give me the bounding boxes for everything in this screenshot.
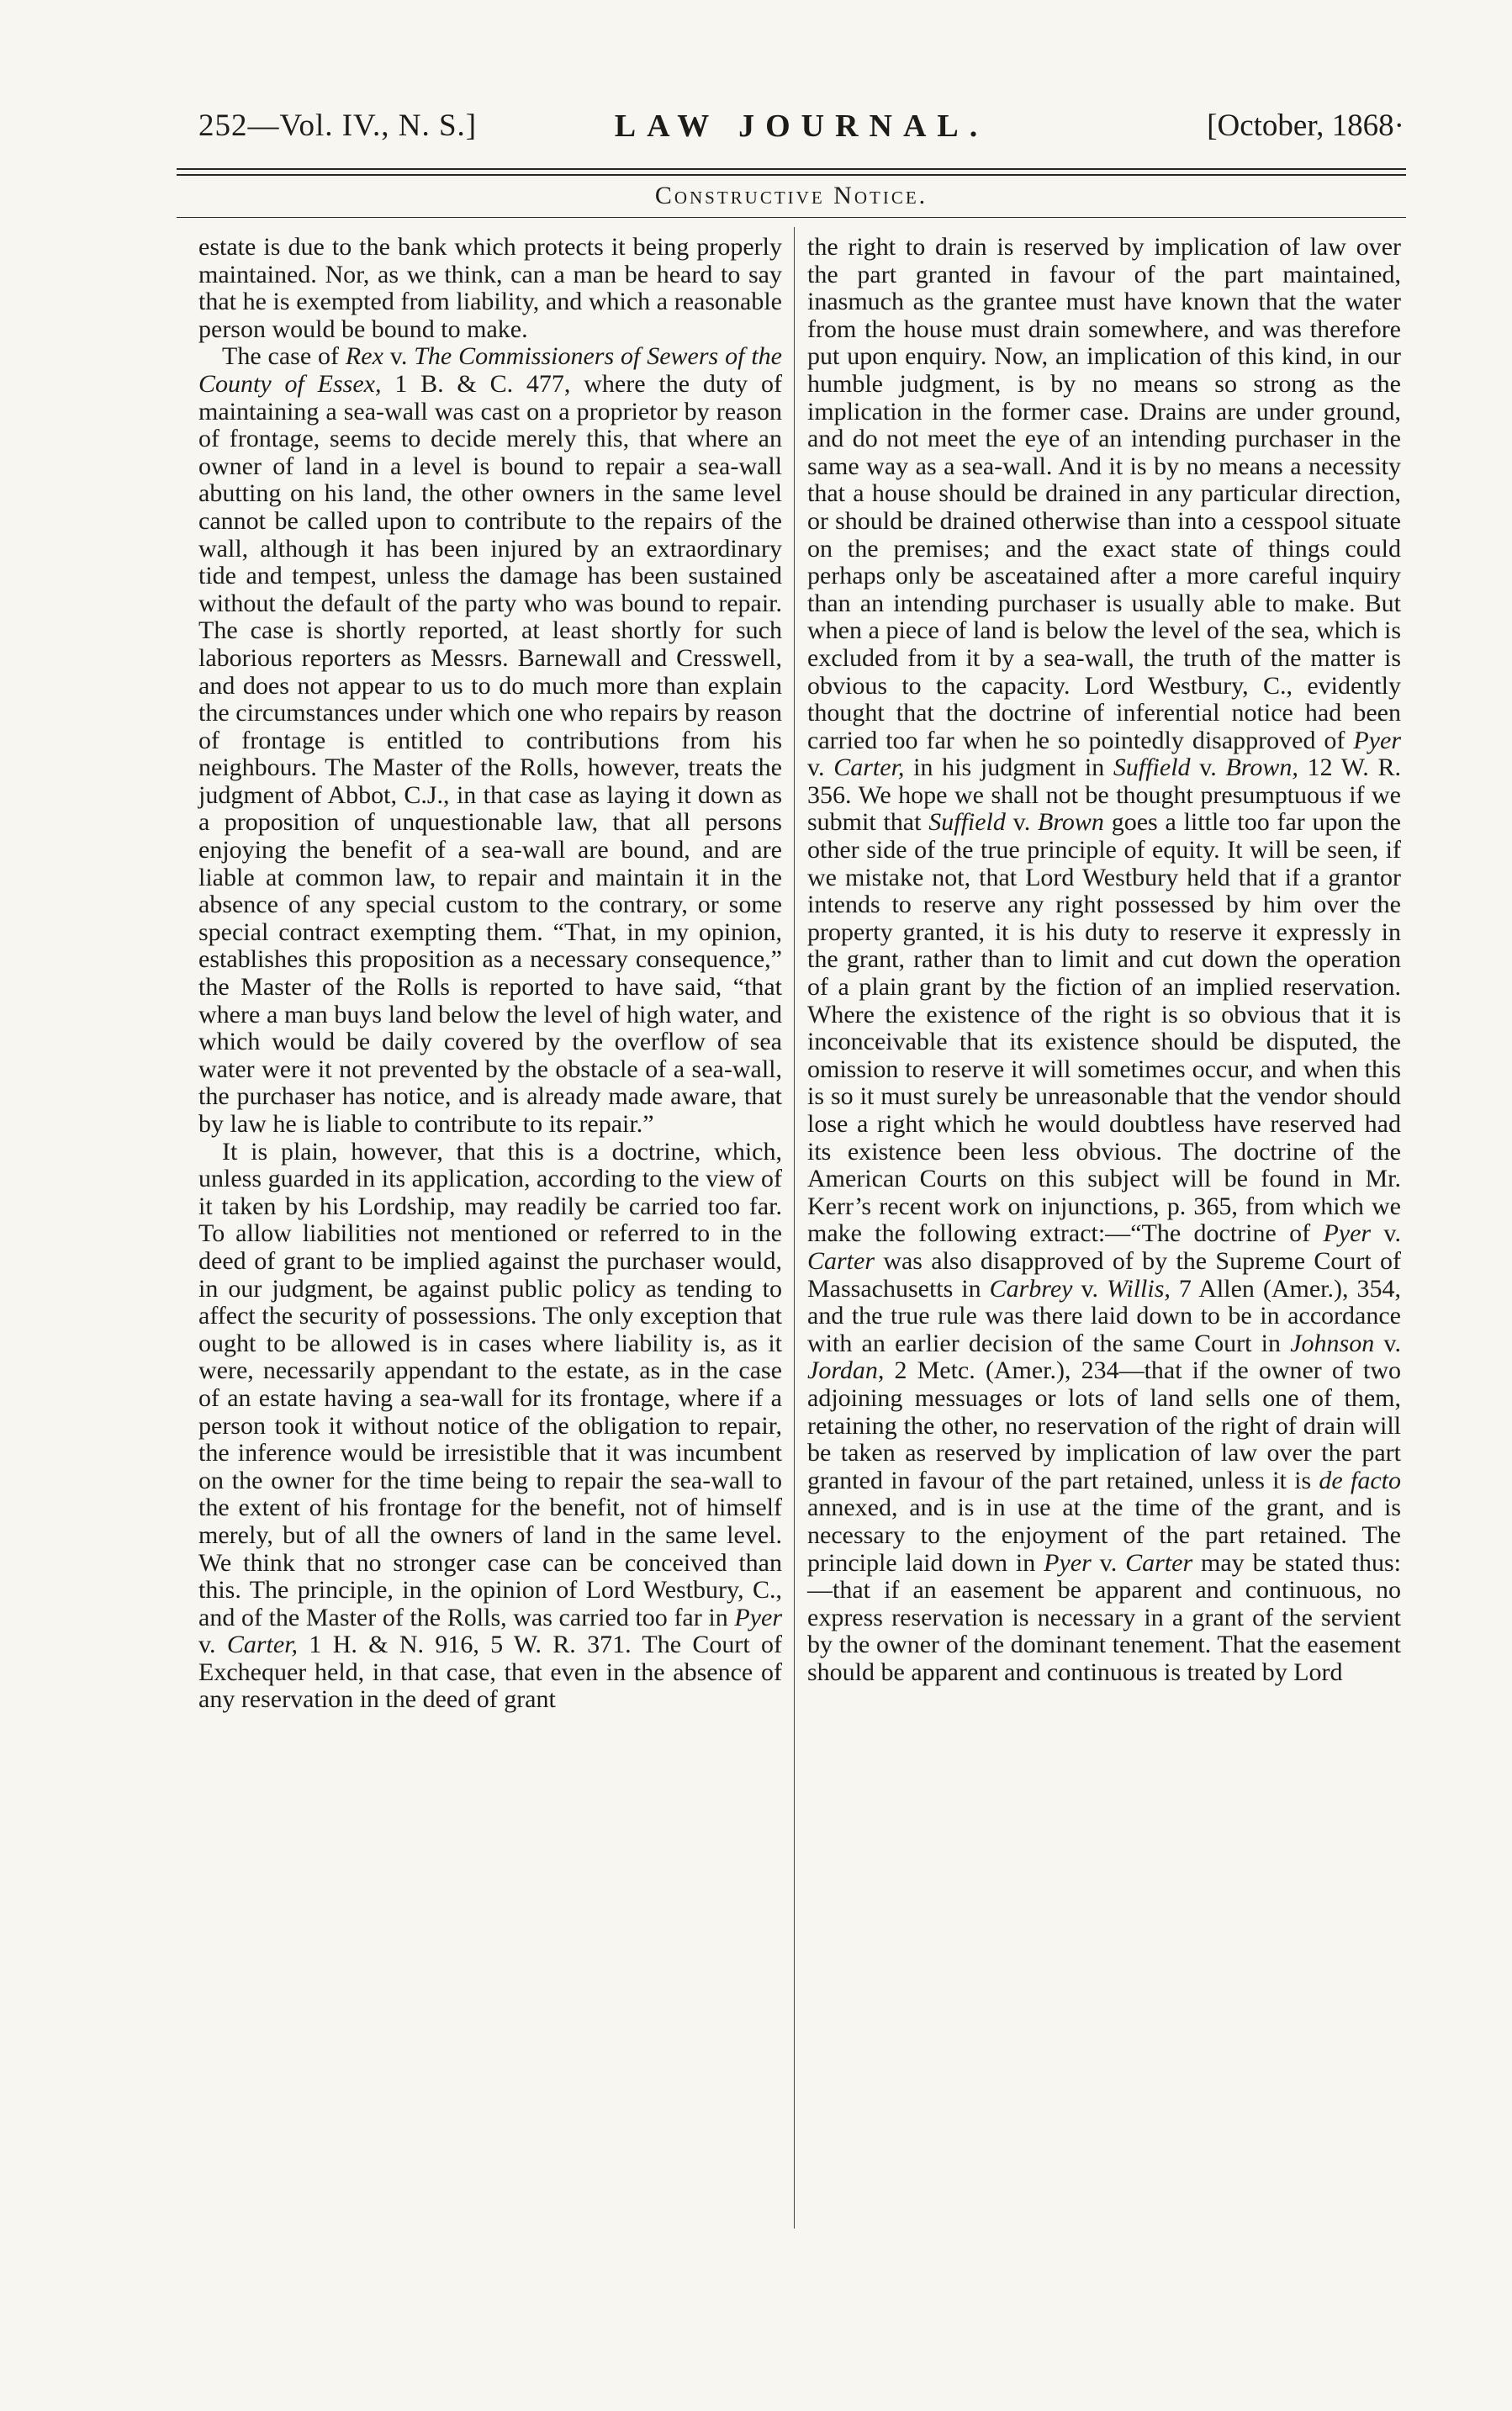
column-divider bbox=[794, 227, 795, 2229]
text-run: v. bbox=[1371, 1219, 1401, 1248]
italic-citation: The Commissioners of Sewers of the County of Essex, bbox=[198, 342, 782, 398]
running-header bbox=[198, 108, 1404, 158]
italic-citation: Suffield bbox=[1113, 753, 1191, 782]
italic-citation: Brown bbox=[1038, 808, 1104, 837]
paragraph bbox=[198, 1139, 782, 1714]
italic-citation: Johnson bbox=[1290, 1329, 1375, 1357]
italic-citation: Pyer bbox=[1323, 1219, 1372, 1248]
text-run: estate is due to the bank which protects it being properly maintained. Nor, as we think, can a man be heard to say that he is exempted from liability, and which a reasonable person would be bound to make. bbox=[198, 233, 782, 343]
left-column bbox=[198, 234, 782, 1714]
text-run: may be stated thus: —that if an easement be apparent and continuous, no express reservation is necessary in a grant of the servient by the owner of the dominant tenement. That the easement should be apparent and continuous is treated by Lord bbox=[807, 1548, 1401, 1686]
text-run: v. bbox=[807, 753, 834, 782]
text-run: It is plain, however, that this is a doctrine, which, unless guarded in its application, according to the view of it taken by his Lordship, may readily be carried too far. To allow liabilities not mentioned or referred to in the deed of grant to be implied against the purchaser would, in our judgment, be against public policy as tending to affect the security of possessions. The only exception that ought to be allowed is in cases where liability is, as it were, necessarily appendant to the estate, as in the case of an estate having a sea-wall for its frontage, where if a person took it without notice of the obligation to repair, the inference would be irresistible that it was incumbent on the owner for the time being to repair the sea-wall to the extent of his frontage for the benefit, not of himself merely, but of all the owners of land in the same level. We think that no stronger case can be conceived than this. The principle, in the opinion of Lord Westbury, C., and of the Master of the Rolls, was carried too far in bbox=[198, 1137, 782, 1631]
italic-citation: Pyer bbox=[1353, 726, 1401, 754]
italic-citation: Pyer bbox=[1044, 1548, 1092, 1577]
italic-citation: Jordan, bbox=[807, 1356, 885, 1385]
italic-citation: Willis, bbox=[1107, 1274, 1171, 1303]
page-volume-reference: 252—Vol. IV., N. S.] bbox=[198, 108, 478, 143]
italic-citation: Suffield bbox=[928, 808, 1006, 837]
text-run: the right to drain is reserved by implication of law over the part granted in favour of the part maintained, inasmuch as the grantee must have known that the water from the house must drain somewhere, and was therefore put upon enquiry. Now, an implication of this kind, in our humble judgment, is by no means so strong as the implication in the former case. Drains are under ground, and do not meet the eye of an intending purchaser in the same way as a sea-wall. And it is by no means a necessity that a house should be drained in any particular direction, or should be drained otherwise than into a cesspool situate on the premises; and the exact state of things could perhaps only be asceatained after a more careful inquiry than an intending purchaser is usually able to make. But when a piece of land is below the level of the sea, which is excluded from it by a sea-wall, the truth of the matter is obvious to the capacity. Lord Westbury, C., evidently thought that the doctrine of inferential notice had been carried too far when he so pointedly disapproved of bbox=[807, 233, 1401, 754]
paragraph bbox=[198, 343, 782, 1138]
italic-citation: Carbrey bbox=[989, 1274, 1073, 1303]
paragraph bbox=[807, 234, 1401, 1686]
italic-citation: Pyer bbox=[734, 1603, 782, 1631]
italic-citation: Carter, bbox=[833, 753, 905, 782]
text-run: 1 B. & C. 477, where the duty of maintaining a sea-wall was cast on a proprietor by reason of frontage, seems to decide merely this, that where an owner of land in a level is bound to repair a sea-wall abutting on his land, the other owners in the same level cannot be called upon to contribute to the repairs of the wall, although it has been injured by an extraordinary tide and tempest, unless the damage has been sustained without the default of the party who was bound to repair. The case is shortly reported, at least shortly for such laborious reporters as Messrs. Barnewall and Cresswell, and does not appear to us to do much more than explain the circumstances under which one who repairs by reason of frontage is entitled to contributions from his neighbours. The Master of the Rolls, however, treats the judgment of Abbot, C.J., in that case as laying it down as a proposition of unquestionable law, that all persons enjoying the benefit of a sea-wall are bound, and are liable at common law, to repair and maintain it in the absence of any special custom to the contrary, or some special contract exempting them. “That, in my opinion, establishes this proposition as a necessary consequence,” the Master of the Rolls is reported to have said, “that where a man buys land below the level of high water, and which would be daily covered by the overflow of sea water were it not prevented by the obstacle of a sea-wall, the purchaser has notice, and is already made aware, that by law he is liable to contribute to its repair.” bbox=[198, 369, 782, 1138]
text-run: v. bbox=[1072, 1274, 1108, 1303]
text-run: v. bbox=[1190, 753, 1226, 782]
italic-citation: Carter bbox=[1125, 1548, 1193, 1577]
text-run: 1 H. & N. 916, 5 W. R. 371. The Court of Exchequer held, in that case, that even in the absence of any reservation in the deed of grant bbox=[198, 1631, 782, 1714]
paragraph bbox=[198, 234, 782, 343]
issue-date: [October, 1868· bbox=[1207, 108, 1404, 143]
text-run: 2 Metc. (Amer.), 234—that if the owner of two adjoining messuages or lots of land sells one of them, retaining the other, no reservation of the right of drain will be taken as reserved by implication of law over the part granted in favour of the part retained, unless it is bbox=[807, 1356, 1401, 1494]
text-run: v. bbox=[1005, 808, 1039, 837]
text-run: in his judgment in bbox=[904, 753, 1113, 782]
header-rule-top bbox=[177, 168, 1406, 170]
text-run: v. bbox=[383, 342, 415, 371]
text-run: 12 W. R. 356. We hope we shall not be thought presumptuous if we submit that bbox=[807, 753, 1401, 837]
italic-citation: Rex bbox=[345, 342, 383, 371]
right-column bbox=[807, 234, 1401, 1686]
text-run: v. bbox=[198, 1631, 227, 1659]
italic-citation: Brown, bbox=[1225, 753, 1298, 782]
text-run: 7 Allen (Amer.), 354, and the true rule was there laid down to be in accordance with an earlier decision of the same Court in bbox=[807, 1274, 1401, 1357]
text-run: v. bbox=[1091, 1548, 1126, 1577]
text-run: The case of bbox=[222, 342, 346, 371]
section-title-rule bbox=[177, 217, 1406, 218]
italic-citation: Carter bbox=[807, 1246, 875, 1275]
text-run: was also disapproved of by the Supreme Court of Massachusetts in bbox=[807, 1246, 1401, 1303]
text-run: annexed, and is in use at the time of the grant, and is necessary to the enjoyment of the part retained. The principle laid down in bbox=[807, 1494, 1401, 1577]
text-run: goes a little too far upon the other side of the true principle of equity. It will be seen, if we mistake not, that Lord Westbury held that if a grantor intends to reserve any right possessed by him over the property granted, it is his duty to reserve it expressly in the grant, rather than to limit and cut down the operation of a plain grant by the fiction of an implied reservation. Where the existence of the right is so obvious that it is inconceivable that its existence should be disputed, the omission to reserve it will sometimes occur, and when this is so it must surely be unreasonable that the vendor should lose a right which he would doubtless have reserved had its existence been less obvious. The doctrine of the American Courts on this subject will be found in Mr. Kerr’s recent work on injunctions, p. 365, from which we make the following extract:—“The doctrine of bbox=[807, 808, 1401, 1248]
italic-citation: de facto bbox=[1319, 1466, 1401, 1494]
header-rule-bottom bbox=[177, 174, 1406, 176]
text-run: v. bbox=[1374, 1329, 1401, 1357]
journal-title: LAW JOURNAL. bbox=[614, 108, 989, 144]
section-title: Constructive Notice. bbox=[654, 182, 928, 209]
italic-citation: Carter, bbox=[226, 1631, 299, 1659]
